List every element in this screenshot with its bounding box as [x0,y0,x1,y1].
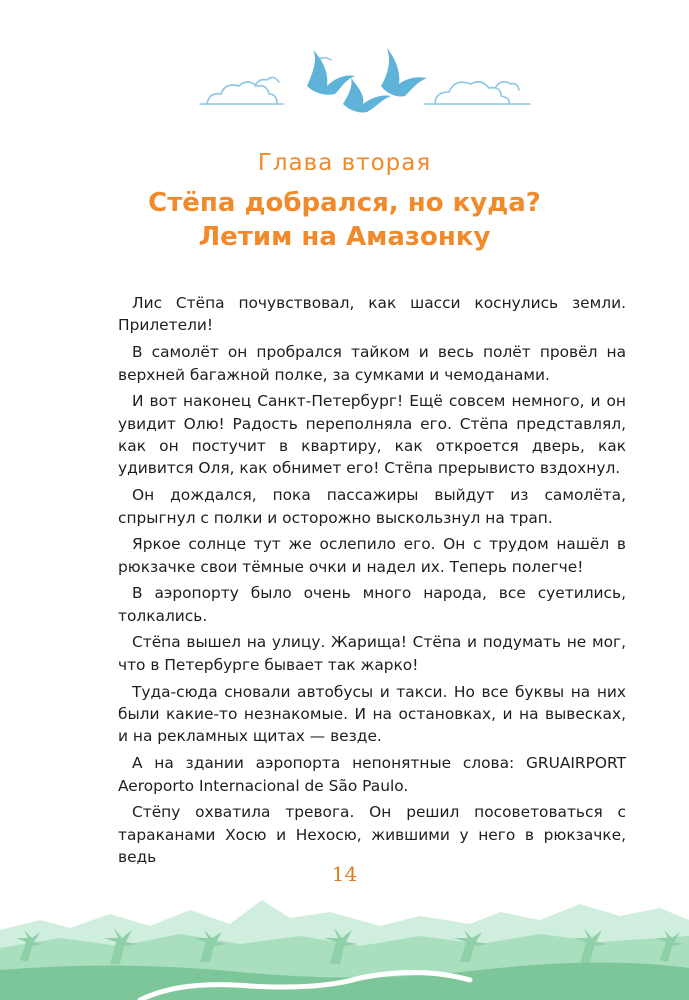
paragraph: Туда-сюда сновали автобусы и такси. Но все буквы на них были какие-то незнакомые. И на остановках, и на вывесках, и на рекламных щитах — везде. [118,682,626,746]
clouds-icon [200,58,530,104]
chapter-title-line-2: Летим на Амазонку [198,222,491,252]
birds-clouds-illustration [195,38,535,118]
paragraph: А на здании аэропорта непонятные слова: GRUAIRPORT Aeroporto Internacional de São Paulo. [118,754,626,795]
paragraph: Яркое солнце тут же ослепило его. Он с трудом нашёл в рюкзачке свои тёмные очки и надел их. Теперь полегче! [118,535,626,576]
page-number: 14 [331,862,358,886]
jungle-landscape-illustration [0,890,689,1000]
chapter-number: Глава вторая [257,150,432,176]
paragraph: Лис Стёпа почувствовал, как шасси коснулись земли. Прилетели! [118,294,626,335]
paragraph: Он дождался, пока пассажиры выйдут из самолёта, спрыгнул с полки и осторожно выскользнул на трап. [118,486,626,527]
paragraph: Стёпу охватила тревога. Он решил посоветоваться с тараканами Хосю и Нехосю, жившими у него в рюкзачке, ведь [118,803,626,867]
chapter-title [0,186,689,254]
chapter-title-line-1: Стёпа добрался, но куда? [148,188,541,218]
paragraph: Стёпа вышел на улицу. Жарища! Стёпа и подумать не мог, что в Петербурге бывает так жарко! [118,633,626,674]
paragraph: В аэропорту было очень много народа, все суетились, толкались. [118,584,626,625]
paragraph: В самолёт он пробрался тайком и весь полёт провёл на верхней багажной полке, за сумками и чемоданами. [118,343,626,384]
chapter-body [118,292,626,873]
paragraph: И вот наконец Санкт-Петербург! Ещё совсем немного, и он увидит Олю! Радость переполняла его. Стёпа представлял, как он постучит в квартиру, как откроется дверь, как удивится Оля, как обнимет его! Стёпа прерывисто вздохнул. [118,392,626,478]
